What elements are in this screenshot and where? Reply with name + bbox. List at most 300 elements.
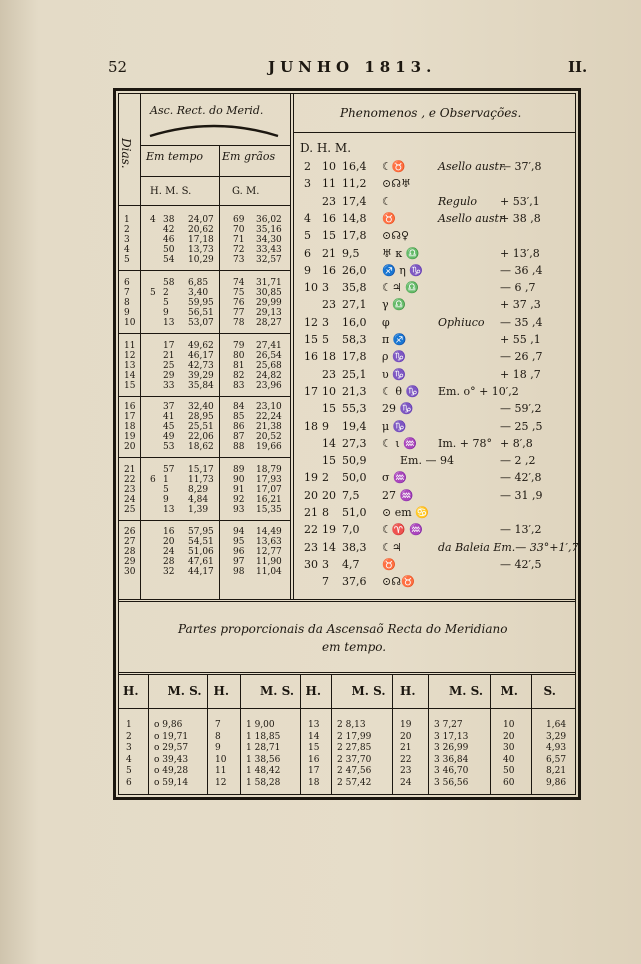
rule xyxy=(118,205,290,206)
phen-minute: 21,3 xyxy=(342,384,367,398)
ra-degree: 90 xyxy=(233,475,245,485)
ra-minute: 13 xyxy=(163,505,175,515)
prop-hour: 12 xyxy=(215,777,227,788)
ra-second: 17,18 xyxy=(188,235,214,245)
prop-ms: 3 46,70 xyxy=(434,766,469,776)
phen-value: — 42′,5 xyxy=(500,557,542,571)
phen-day: 21 xyxy=(304,506,318,519)
phen-symbols: ☾♈ ♒ xyxy=(382,523,423,537)
phen-minute: 26,0 xyxy=(342,263,367,277)
ra-minute: 45 xyxy=(163,422,175,432)
ra-degree: 82 xyxy=(233,371,245,381)
ra-degree: 80 xyxy=(233,351,245,361)
phen-symbols: 29 ♑ xyxy=(382,402,414,416)
phen-hour: 3 xyxy=(322,315,329,329)
ra-second: 46,17 xyxy=(188,351,214,361)
phen-value: — 25 ,5 xyxy=(500,419,543,433)
phen-value: — 36 ,4 xyxy=(500,263,543,277)
ra-minute: 2 xyxy=(163,288,169,298)
phen-day: 16 xyxy=(304,350,318,364)
ra-degree-minute: 17,93 xyxy=(256,475,282,485)
dias-label: Dias. xyxy=(119,138,133,169)
ra-degree-minute: 11,04 xyxy=(256,567,282,577)
ra-second: 53,07 xyxy=(188,318,214,328)
ra-degree-minute: 29,99 xyxy=(256,298,282,308)
day-number: 21 xyxy=(124,465,136,475)
phen-minute: 14,8 xyxy=(342,211,367,225)
prop-hour: 16 xyxy=(308,754,320,765)
col-header: M. xyxy=(500,684,518,698)
page-title: JUNHO 1813. xyxy=(268,58,437,76)
phen-minute: 9,5 xyxy=(342,246,360,260)
day-number: 5 xyxy=(124,255,130,265)
em-graos-label: Em grãos xyxy=(222,150,276,163)
day-number: 27 xyxy=(124,537,136,547)
phen-day: 5 xyxy=(304,229,311,243)
phen-minute: 38,3 xyxy=(342,540,367,554)
phen-symbols: ⊙☊♅ xyxy=(382,177,411,191)
phen-hour: 18 xyxy=(322,350,336,364)
ra-degree-minute: 15,35 xyxy=(256,505,282,515)
day-number: 28 xyxy=(124,547,136,557)
phen-symbols: ☾ ι ♒ xyxy=(382,436,417,450)
phen-minute: 17,8 xyxy=(342,229,367,243)
prop-ms: o 29,57 xyxy=(154,743,189,753)
col-divider xyxy=(207,674,208,795)
prop-hour: 11 xyxy=(215,766,227,776)
gm-label: G. M. xyxy=(232,186,260,197)
day-number: 2 xyxy=(124,225,130,235)
phen-hour: 15 xyxy=(322,454,336,468)
day-number: 7 xyxy=(124,288,130,298)
day-number: 9 xyxy=(124,308,130,318)
phen-hour: 10 xyxy=(322,160,336,173)
ra-degree: 98 xyxy=(233,567,245,577)
ra-second: 35,84 xyxy=(188,381,214,391)
ra-degree-minute: 27,41 xyxy=(256,341,282,351)
phen-day: 6 xyxy=(304,246,311,260)
ra-minute: 21 xyxy=(163,351,175,361)
tempo-graos-divider xyxy=(219,145,220,599)
ra-degree-minute: 20,52 xyxy=(256,432,282,442)
prop-minute: 30 xyxy=(503,743,515,753)
ra-second: 15,17 xyxy=(188,465,214,475)
rule xyxy=(140,176,290,177)
phen-symbols: γ ♎ xyxy=(382,298,406,312)
phen-symbols: ♉ xyxy=(382,211,396,225)
phen-minute: 7,5 xyxy=(342,488,360,502)
col-header: M. S. xyxy=(351,684,386,698)
phen-symbols: σ ♒ xyxy=(382,471,407,485)
ra-degree: 92 xyxy=(233,495,245,505)
ra-second: 32,40 xyxy=(188,402,214,412)
phen-minute: 11,2 xyxy=(342,177,367,191)
ra-degree: 89 xyxy=(233,465,245,475)
phen-value: — 6 ,7 xyxy=(500,281,536,295)
phen-minute: 50,9 xyxy=(342,454,367,468)
ra-degree-minute: 26,54 xyxy=(256,351,282,361)
prop-ms: 1 9,00 xyxy=(246,720,275,730)
prop-minute: 60 xyxy=(503,777,515,788)
phen-day: 2 xyxy=(304,160,311,173)
phen-minute: 17,4 xyxy=(342,194,367,208)
phen-hour: 23 xyxy=(322,298,336,312)
ra-second: 25,51 xyxy=(188,422,214,432)
day-number: 1 xyxy=(124,215,130,225)
phen-day: 20 xyxy=(304,488,318,502)
phen-hour: 3 xyxy=(322,281,329,295)
day-number: 14 xyxy=(124,371,136,381)
ra-minute: 42 xyxy=(163,225,175,235)
day-number: 22 xyxy=(124,475,136,485)
ra-minute: 13 xyxy=(163,318,175,328)
prop-hour: 15 xyxy=(308,743,320,753)
ra-degree: 87 xyxy=(233,432,245,442)
ra-minute: 25 xyxy=(163,361,175,371)
ra-degree-minute: 18,79 xyxy=(256,465,282,475)
phen-value: + 18 ,7 xyxy=(500,367,541,381)
phen-value: + 53′,1 xyxy=(500,194,540,208)
ra-minute: 53 xyxy=(163,442,175,452)
rule xyxy=(118,599,576,600)
phen-value: — 31 ,9 xyxy=(500,488,543,502)
day-number: 26 xyxy=(124,527,136,537)
phen-hour: 5 xyxy=(322,333,329,346)
phen-hour: 10 xyxy=(322,384,336,398)
ra-minute: 1 xyxy=(163,475,169,485)
proportional-title: Partes proporcionais da Ascensaõ Recta do Meridiano xyxy=(178,622,508,636)
prop-hour: 3 xyxy=(126,743,132,753)
ra-minute: 54 xyxy=(163,255,175,265)
ra-degree: 73 xyxy=(233,255,245,265)
asc-rect-label: Asc. Rect. do Merid. xyxy=(150,104,264,117)
phen-hour: 14 xyxy=(322,540,336,554)
phen-minute: 55,3 xyxy=(342,402,367,416)
phenomena-title: Phenomenos , e Observações. xyxy=(340,106,522,120)
hms-label: H. M. S. xyxy=(150,186,192,197)
phen-day: 30 xyxy=(304,557,318,571)
ra-minute: 37 xyxy=(163,402,175,412)
phen-day: 19 xyxy=(304,471,318,485)
phen-symbols: ♅ κ ♎ xyxy=(382,246,420,260)
ra-minute: 5 xyxy=(163,485,169,495)
ra-minute: 29 xyxy=(163,371,175,381)
rule xyxy=(118,674,576,675)
dias-divider xyxy=(140,93,141,599)
ra-minute: 20 xyxy=(163,537,175,547)
ra-minute: 24 xyxy=(163,547,175,557)
ra-second: 1,39 xyxy=(188,505,209,515)
prop-hour: 24 xyxy=(400,777,412,788)
phen-minute: 27,1 xyxy=(342,298,367,312)
prop-ms: 3 26,99 xyxy=(434,743,469,753)
ra-second: 39,29 xyxy=(188,371,214,381)
phen-text: Im. + 78° xyxy=(438,436,492,450)
ra-second: 28,95 xyxy=(188,412,214,422)
prop-second: 9,86 xyxy=(546,777,567,788)
ra-second: 44,17 xyxy=(188,567,214,577)
col-header: M. S. xyxy=(260,684,295,698)
prop-hour: 4 xyxy=(126,754,132,765)
day-number: 15 xyxy=(124,381,136,391)
prop-hour: 21 xyxy=(400,743,412,753)
phen-symbols: ☾♃ ♎ xyxy=(382,281,419,295)
ra-degree-minute: 13,63 xyxy=(256,537,282,547)
ra-second: 22,06 xyxy=(188,432,214,442)
col-divider xyxy=(392,674,393,795)
day-number: 16 xyxy=(124,402,136,412)
ra-second: 3,40 xyxy=(188,288,209,298)
prop-hour: 23 xyxy=(400,766,412,776)
dhm-label: D. H. M. xyxy=(300,141,352,155)
ra-degree-minute: 12,77 xyxy=(256,547,282,557)
ra-minute: 50 xyxy=(163,245,175,255)
rule xyxy=(140,145,290,146)
phen-value: — 2 ,2 xyxy=(500,454,536,468)
prop-ms: 1 28,71 xyxy=(246,743,281,753)
phenomena-divider xyxy=(290,93,291,599)
day-number: 17 xyxy=(124,412,136,422)
phen-text: Regulo xyxy=(438,194,478,208)
ra-degree: 88 xyxy=(233,442,245,452)
phen-text: da Baleia Em.— 33°+1′,7 xyxy=(438,540,579,554)
phen-symbols: φ xyxy=(382,315,390,329)
ra-second: 24,07 xyxy=(188,215,214,225)
phen-day: 22 xyxy=(304,523,318,537)
phen-text: Asello austr. xyxy=(438,211,507,225)
ra-minute: 57 xyxy=(163,465,175,475)
ra-degree-minute: 28,27 xyxy=(256,318,282,328)
rule xyxy=(118,601,576,602)
col-divider xyxy=(428,674,429,795)
prop-ms: 1 48,42 xyxy=(246,766,281,776)
prop-second: 3,29 xyxy=(546,731,567,742)
rule xyxy=(118,708,576,709)
phen-hour: 3 xyxy=(322,557,329,571)
day-number: 8 xyxy=(124,298,130,308)
ra-degree-minute: 32,57 xyxy=(256,255,282,265)
ra-second: 42,73 xyxy=(188,361,214,371)
ra-degree: 70 xyxy=(233,225,245,235)
phen-day: 18 xyxy=(304,419,318,433)
ra-minute: 5 xyxy=(163,298,169,308)
prop-ms: 2 47,56 xyxy=(337,766,372,776)
prop-ms: 3 36,84 xyxy=(434,754,469,765)
ra-degree: 95 xyxy=(233,537,245,547)
col-header: M. S. xyxy=(449,684,484,698)
ra-second: 20,62 xyxy=(188,225,214,235)
prop-hour: 19 xyxy=(400,720,412,730)
prop-second: 8,21 xyxy=(546,766,567,776)
phen-day: 17 xyxy=(304,384,318,398)
ra-minute: 28 xyxy=(163,557,175,567)
prop-ms: o 39,43 xyxy=(154,754,189,765)
ra-degree: 85 xyxy=(233,412,245,422)
col-header: H. xyxy=(123,684,139,698)
ra-degree-minute: 31,71 xyxy=(256,278,282,288)
ra-hour: 5 xyxy=(150,288,156,298)
day-number: 11 xyxy=(124,341,136,351)
phen-hour: 14 xyxy=(322,436,336,450)
ra-minute: 33 xyxy=(163,381,175,391)
ra-degree-minute: 25,68 xyxy=(256,361,282,371)
proportional-title-2: em tempo. xyxy=(322,640,387,654)
day-number: 12 xyxy=(124,351,136,361)
phen-symbols: ⊙☊♉ xyxy=(382,575,415,589)
ra-hour: 6 xyxy=(150,475,156,485)
day-number: 24 xyxy=(124,495,136,505)
brace-ornament xyxy=(148,122,280,140)
ra-degree: 75 xyxy=(233,288,245,298)
phen-text: Em. o° + 10′,2 xyxy=(438,384,519,398)
ra-hour: 4 xyxy=(150,215,156,225)
group-rule xyxy=(118,396,290,397)
prop-ms: 2 27,85 xyxy=(337,743,372,753)
ra-second: 57,95 xyxy=(188,527,214,537)
prop-hour: 6 xyxy=(126,777,132,788)
phen-symbols: υ ♑ xyxy=(382,367,406,381)
phen-symbols: ♉ xyxy=(382,557,396,571)
prop-hour: 18 xyxy=(308,777,320,788)
phen-value: + 38 ,8 xyxy=(500,211,541,225)
ra-degree-minute: 17,07 xyxy=(256,485,282,495)
phen-value: + 37 ,3 xyxy=(500,298,541,312)
phen-hour: 15 xyxy=(322,402,336,416)
phen-symbols: ⊙☊♀ xyxy=(382,229,410,243)
group-rule xyxy=(118,520,290,521)
day-number: 13 xyxy=(124,361,136,371)
prop-second: 6,57 xyxy=(546,754,567,765)
phen-value: + 13′,8 xyxy=(500,246,540,260)
prop-ms: o 19,71 xyxy=(154,731,189,742)
prop-hour: 7 xyxy=(215,720,221,730)
page-number: 52 xyxy=(108,58,128,76)
ra-degree-minute: 23,10 xyxy=(256,402,282,412)
ra-degree-minute: 36,02 xyxy=(256,215,282,225)
ra-degree-minute: 29,13 xyxy=(256,308,282,318)
prop-ms: o 49,28 xyxy=(154,766,189,776)
prop-ms: 2 57,42 xyxy=(337,777,372,788)
ra-degree: 94 xyxy=(233,527,245,537)
ra-second: 18,62 xyxy=(188,442,214,452)
phen-day: 3 xyxy=(304,177,311,191)
ra-degree-minute: 30,85 xyxy=(256,288,282,298)
ra-degree: 69 xyxy=(233,215,245,225)
phenomena-divider-2 xyxy=(293,93,294,599)
phen-symbols: μ ♑ xyxy=(382,419,407,433)
prop-ms: 1 58,28 xyxy=(246,777,281,788)
phen-text: Ophiuco xyxy=(438,315,485,329)
prop-hour: 1 xyxy=(126,720,132,730)
phen-day: 10 xyxy=(304,281,318,295)
phen-hour: 8 xyxy=(322,506,329,519)
ra-degree: 86 xyxy=(233,422,245,432)
phen-hour: 16 xyxy=(322,263,336,277)
prop-hour: 22 xyxy=(400,754,412,765)
ra-degree: 78 xyxy=(233,318,245,328)
prop-hour: 17 xyxy=(308,766,320,776)
phen-symbols: ☾♃ xyxy=(382,540,402,554)
phen-hour: 19 xyxy=(322,523,336,537)
prop-hour: 5 xyxy=(126,766,132,776)
ra-second: 11,73 xyxy=(188,475,214,485)
ra-second: 51,06 xyxy=(188,547,214,557)
day-number: 3 xyxy=(124,235,130,245)
col-divider xyxy=(300,674,301,795)
prop-ms: 1 18,85 xyxy=(246,731,281,742)
ra-second: 10,29 xyxy=(188,255,214,265)
phen-day: 4 xyxy=(304,211,311,225)
phen-minute: 35,8 xyxy=(342,281,367,295)
ra-degree-minute: 24,82 xyxy=(256,371,282,381)
day-number: 23 xyxy=(124,485,136,495)
prop-ms: o 59,14 xyxy=(154,777,189,788)
ra-degree-minute: 16,21 xyxy=(256,495,282,505)
ra-degree-minute: 11,90 xyxy=(256,557,282,567)
phen-value: — 35 ,4 xyxy=(500,315,543,329)
prop-minute: 50 xyxy=(503,766,515,776)
ra-second: 56,51 xyxy=(188,308,214,318)
phen-minute: 37,6 xyxy=(342,575,367,589)
ra-degree: 76 xyxy=(233,298,245,308)
ra-second: 59,95 xyxy=(188,298,214,308)
phen-minute: 7,0 xyxy=(342,523,360,537)
ra-degree: 91 xyxy=(233,485,245,495)
phen-minute: 16,4 xyxy=(342,160,367,173)
ra-second: 8,29 xyxy=(188,485,209,495)
group-rule xyxy=(118,270,290,271)
prop-ms: o 9,86 xyxy=(154,720,183,730)
prop-hour: 10 xyxy=(215,754,227,765)
ra-degree: 74 xyxy=(233,278,245,288)
prop-ms: 1 38,56 xyxy=(246,754,281,765)
phen-hour: 9 xyxy=(322,419,329,433)
phen-hour: 21 xyxy=(322,246,336,260)
phen-symbols: ⊙ em ♋ xyxy=(382,506,429,519)
phen-minute: 27,3 xyxy=(342,436,367,450)
col-header: M. S. xyxy=(167,684,202,698)
running-header xyxy=(0,52,641,82)
ra-second: 54,51 xyxy=(188,537,214,547)
prop-minute: 10 xyxy=(503,720,515,730)
col-divider xyxy=(148,674,149,795)
phen-hour: 2 xyxy=(322,471,329,485)
phen-hour: 23 xyxy=(322,367,336,381)
ra-degree-minute: 34,30 xyxy=(256,235,282,245)
ra-second: 4,84 xyxy=(188,495,209,505)
prop-hour: 13 xyxy=(308,720,320,730)
ra-minute: 41 xyxy=(163,412,175,422)
roman-numeral: II. xyxy=(568,58,588,76)
phen-minute: 17,8 xyxy=(342,350,367,364)
ra-degree: 72 xyxy=(233,245,245,255)
day-number: 19 xyxy=(124,432,136,442)
prop-ms: 3 7,27 xyxy=(434,720,463,730)
phen-hour: 7 xyxy=(322,575,329,589)
phen-value: + 8′,8 xyxy=(500,436,533,450)
day-number: 10 xyxy=(124,318,136,328)
phen-value: — 59′,2 xyxy=(500,402,542,416)
col-divider xyxy=(331,674,332,795)
col-header: H. xyxy=(305,684,322,698)
prop-hour: 2 xyxy=(126,731,132,742)
ra-degree-minute: 14,49 xyxy=(256,527,282,537)
phen-symbols: ☾ θ ♑ xyxy=(382,384,420,398)
prop-ms: 3 56,56 xyxy=(434,777,469,788)
phen-minute: 58,3 xyxy=(342,333,367,346)
ra-degree: 84 xyxy=(233,402,245,412)
col-divider xyxy=(240,674,241,795)
